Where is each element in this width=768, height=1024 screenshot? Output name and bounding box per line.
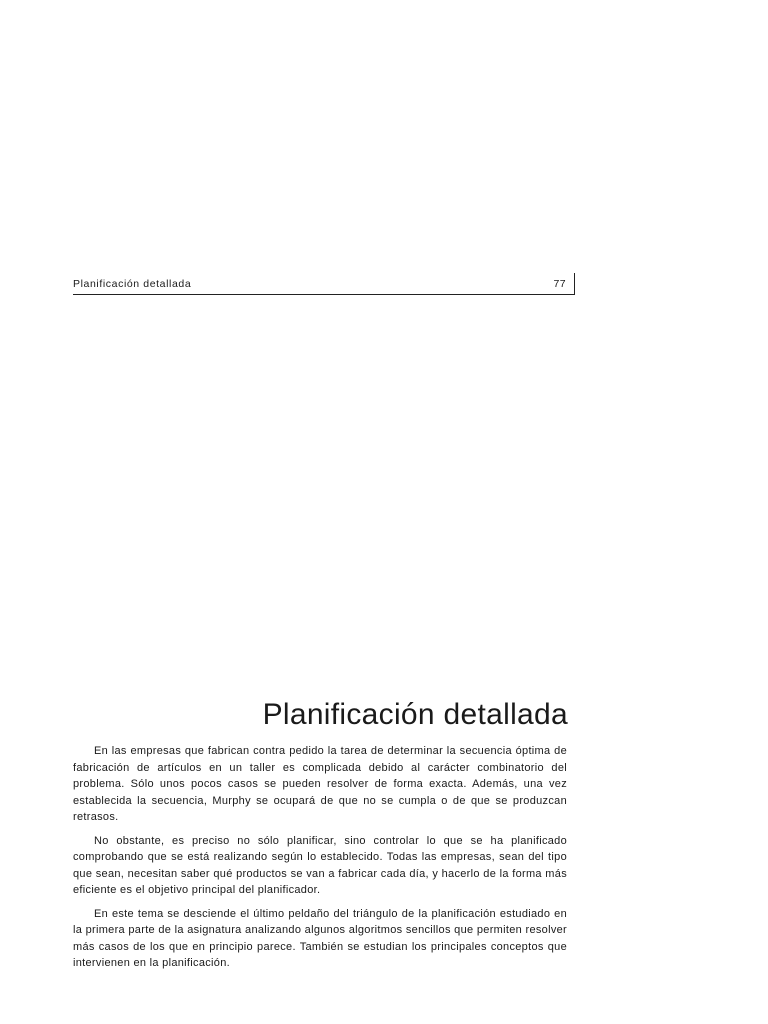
paragraph-3: En este tema se desciende el último peldaño del triángulo de la planificación estudiado en la primera parte de la asignatura analizando algunos algoritmos sencillos que permiten resolver más casos de los que en principio parece. También se estudian los principales conceptos que intervienen en la planificación. <box>73 907 567 969</box>
running-header <box>73 276 575 295</box>
paragraph-1: En las empresas que fabrican contra pedido la tarea de determinar la secuencia óptima de fabricación de artículos en un taller es complicada debido al carácter combinatorio del problema. Sólo unos pocos casos se pueden resolver de forma exacta. Además, una vez establecida la secuencia, Murphy se ocupará de que no se cumpla o de que se produzcan retrasos. <box>73 745 567 823</box>
paragraph-2: No obstante, es preciso no sólo planificar, sino controlar lo que se ha planificado comprobando que se está realizando según lo establecido. Todas las empresas, sean del tipo que sean, necesitan saber qué productos se van a fabricar cada día, y hacerlo de la forma más eficiente es el objetivo principal del planificador. <box>73 834 567 896</box>
running-header-title: Planificación detallada <box>73 278 192 290</box>
page-number: 77 <box>553 278 566 290</box>
chapter-title: Planificación detallada <box>262 698 568 731</box>
chapter-intro <box>73 743 567 979</box>
header-vertical-rule <box>574 273 575 294</box>
